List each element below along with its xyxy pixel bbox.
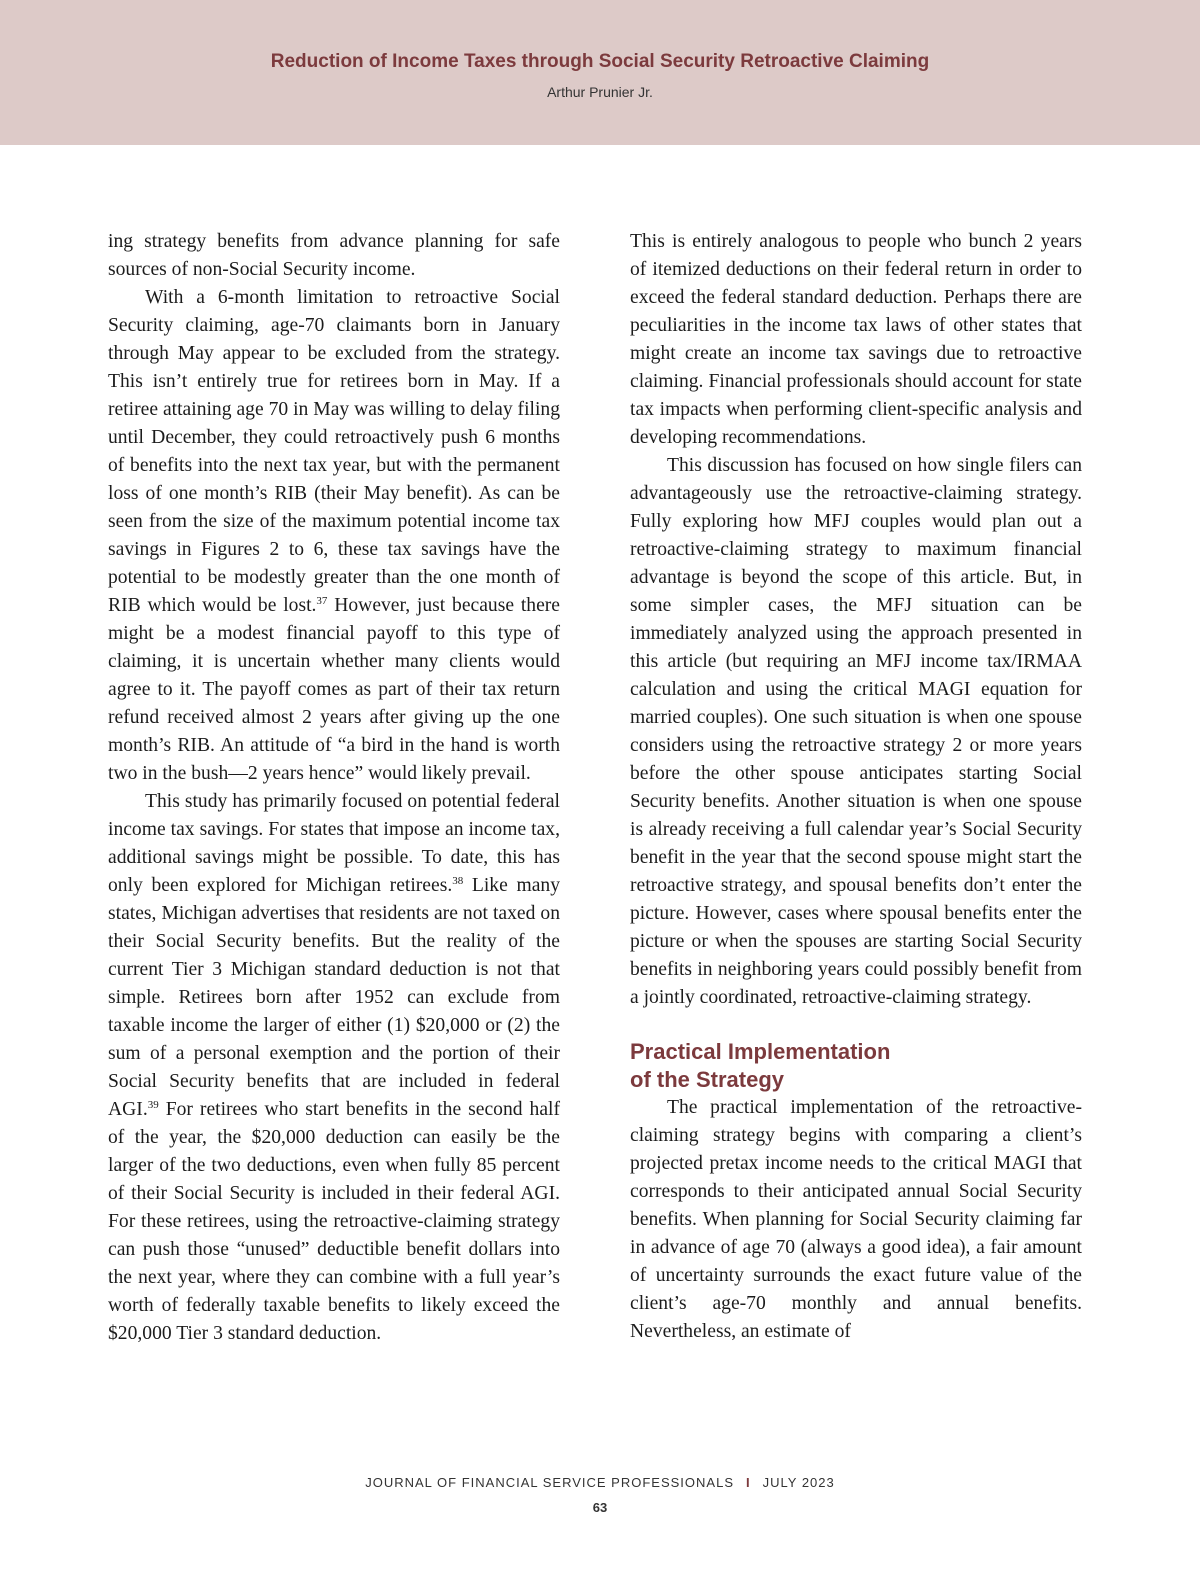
paragraph: This is entirely analogous to people who bunch 2 years of itemized deductions on their federal return in order to exceed the federal standard deduction. Perhaps there are peculiarities in the income tax laws of other states that might create an income tax savings due to retroactive claiming. Financial professionals should account for state tax impacts when performing client-specific analysis and developing recommendations. xyxy=(630,231,1082,448)
paragraph-text: This study has primarily focused on potential federal income tax savings. For states that impose an income tax, additional savings might be possible. To date, this has only been explored for Michigan retirees. xyxy=(108,791,560,896)
footnote-ref[interactable]: 39 xyxy=(147,1099,159,1111)
paragraph xyxy=(108,788,560,1348)
paragraph xyxy=(108,284,560,788)
left-column xyxy=(108,228,560,1348)
footnote-ref[interactable]: 38 xyxy=(452,875,464,887)
journal-name: JOURNAL OF FINANCIAL SERVICE PROFESSIONALS xyxy=(365,1475,734,1490)
page-number: 63 xyxy=(592,1500,608,1515)
article-title: Reduction of Income Taxes through Social Security Retroactive Claiming xyxy=(270,51,930,72)
paragraph: This discussion has focused on how single filers can advantageously use the retroactive-claiming strategy. Fully exploring how MFJ couples would plan out a retroactive-claiming strategy to maximum financial advantage is beyond the scope of this article. But, in some simpler cases, the MFJ situation can be immediately analyzed using the approach presented in this article (but requiring an MFJ income tax/IRMAA calculation and using the critical MAGI equation for married couples). One such situation is when one spouse considers using the retroactive strategy 2 or more years before the other spouse anticipates starting Social Security benefits. Another situation is when one spouse is already receiving a full calendar year’s Social Security benefit in the year that the second spouse might start the retroactive strategy, and spousal benefits don’t enter the picture. However, cases where spousal benefits enter the picture or when the spouses are starting Social Security benefits in neighboring years could possibly benefit from a jointly coordinated, retroactive-claiming strategy. xyxy=(630,455,1082,1008)
paragraph-text: With a 6-month limitation to retroactive Social Security claiming, age-70 claimants born in January through May appear to be excluded from the strategy. This isn’t entirely true for retirees born in May. If a retiree attaining age 70 in May was willing to delay filing until December, they could retroactively push 6 months of benefits into the next tax year, but with the permanent loss of one month’s RIB (their May benefit). As can be seen from the size of the maximum potential income tax savings in Figures 2 to 6, these tax savings have the potential to be modestly greater than the one month of RIB which would be lost. xyxy=(108,287,560,616)
footer-journal-line xyxy=(0,1475,1200,1490)
footer-separator: I xyxy=(746,1475,751,1490)
paragraph: ing strategy benefits from advance planning for safe sources of non-Social Security income. xyxy=(108,231,560,280)
section-heading-line: Practical Implementation xyxy=(630,1039,891,1064)
section-heading xyxy=(630,1038,1082,1094)
article-author: Arthur Prunier Jr. xyxy=(547,84,653,100)
paragraph-text: However, just because there might be a modest financial payoff to this type of claiming, it is uncertain whether many clients would agree to it. The payoff comes as part of their tax return refund received almost 2 years after giving up the one month’s RIB. An attitude of “a bird in the hand is worth two in the bush—2 years hence” would likely prevail. xyxy=(108,595,561,784)
paragraph-text: Like many states, Michigan advertises that residents are not taxed on their Social Security benefits. But the reality of the current Tier 3 Michigan standard deduction is not that simple. Retirees born after 1952 can exclude from taxable income the larger of either (1) $20,000 or (2) the sum of a personal exemption and the portion of their Social Security benefits that are included in federal AGI. xyxy=(108,875,560,1120)
section-heading-line: of the Strategy xyxy=(630,1067,785,1092)
footnote-ref[interactable]: 37 xyxy=(316,595,328,607)
paragraph: The practical implementation of the retroactive-claiming strategy begins with comparing a client’s projected pretax income needs to the critical MAGI that corresponds to their anticipated annual Social Security benefits. When planning for Social Security claiming far in advance of age 70 (always a good idea), a fair amount of uncertainty surrounds the exact future value of the client’s age-70 monthly and annual benefits. Nevertheless, an estimate of xyxy=(630,1097,1082,1342)
right-column xyxy=(630,228,1082,1346)
issue-date: JULY 2023 xyxy=(762,1475,835,1490)
paragraph-text: For retirees who start benefits in the second half of the year, the $20,000 deduction can easily be the larger of the two deductions, even when fully 85 percent of their Social Security is included in their federal AGI. For these retirees, using the retroactive-claiming strategy can push those “unused” deductible benefit dollars into the next year, where they can combine with a full year’s worth of federally taxable benefits to likely exceed the $20,000 Tier 3 standard deduction. xyxy=(108,1099,560,1344)
